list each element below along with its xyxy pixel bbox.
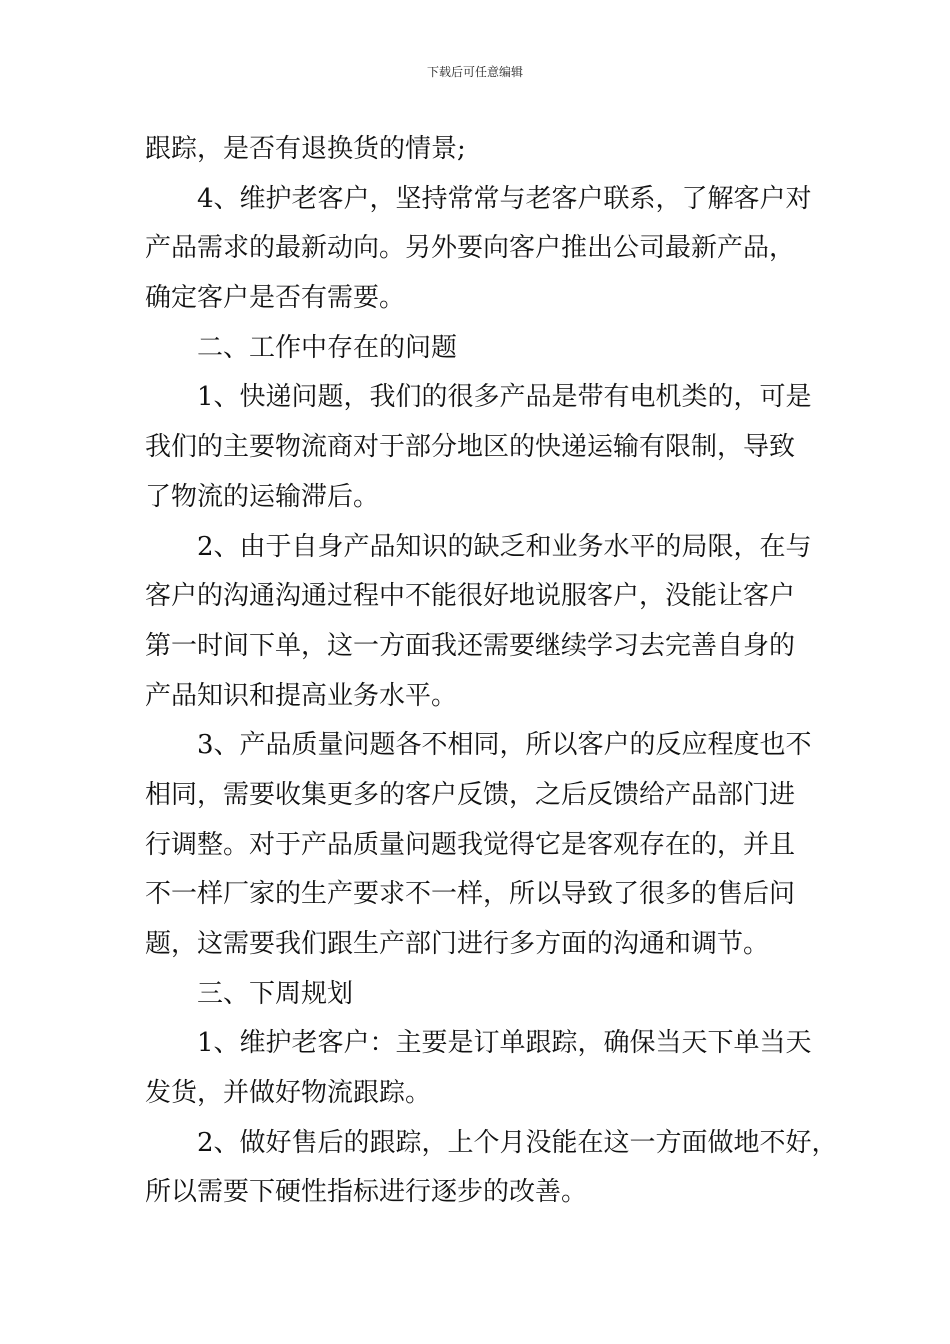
text-line: 产品知识和提高业务水平。 (145, 680, 458, 711)
document-body (145, 125, 838, 1218)
text-line: 1、维护老客户：主要是订单跟踪，确保当天下单当天 (197, 1028, 812, 1059)
text-line: 第一时间下单，这一方面我还需要继续学习去完善自身的 (145, 630, 796, 661)
text-line: 了物流的运输滞后。 (145, 481, 380, 512)
text-line: 1、快递问题，我们的很多产品是带有电机类的，可是 (197, 382, 812, 413)
page-header: 下载后可任意编辑 (426, 65, 523, 79)
text-line: 行调整。对于产品质量问题我觉得它是客观存在的，并且 (145, 829, 796, 860)
text-line: 题，这需要我们跟生产部门进行多方面的沟通和调节。 (145, 929, 770, 959)
text-line: 不一样厂家的生产要求不一样，所以导致了很多的售后问 (145, 879, 796, 910)
section-heading: 三、下周规划 (197, 978, 354, 1009)
text-line: 4、维护老客户，坚持常常与老客户联系，了解客户对 (197, 183, 812, 214)
text-line: 确定客户是否有需要。 (145, 283, 406, 314)
text-line: 发货，并做好物流跟踪。 (145, 1078, 432, 1109)
text-line: 2、做好售后的跟踪，上个月没能在这一方面做地不好， (197, 1127, 838, 1158)
text-line: 跟踪，是否有退换货的情景; (145, 134, 466, 164)
text-line: 3、产品质量问题各不相同，所以客户的反应程度也不 (197, 730, 812, 761)
text-line: 2、由于自身产品知识的缺乏和业务水平的局限，在与 (197, 531, 812, 562)
text-line: 产品需求的最新动向。另外要向客户推出公司最新产品， (145, 233, 796, 264)
text-line: 我们的主要物流商对于部分地区的快递运输有限制，导致 (145, 432, 796, 463)
section-heading: 二、工作中存在的问题 (197, 332, 458, 363)
text-line: 客户的沟通沟通过程中不能很好地说服客户，没能让客户 (145, 581, 796, 612)
text-line: 相同，需要收集更多的客户反馈，之后反馈给产品部门进 (145, 779, 796, 810)
text-line: 所以需要下硬性指标进行逐步的改善。 (145, 1177, 588, 1208)
